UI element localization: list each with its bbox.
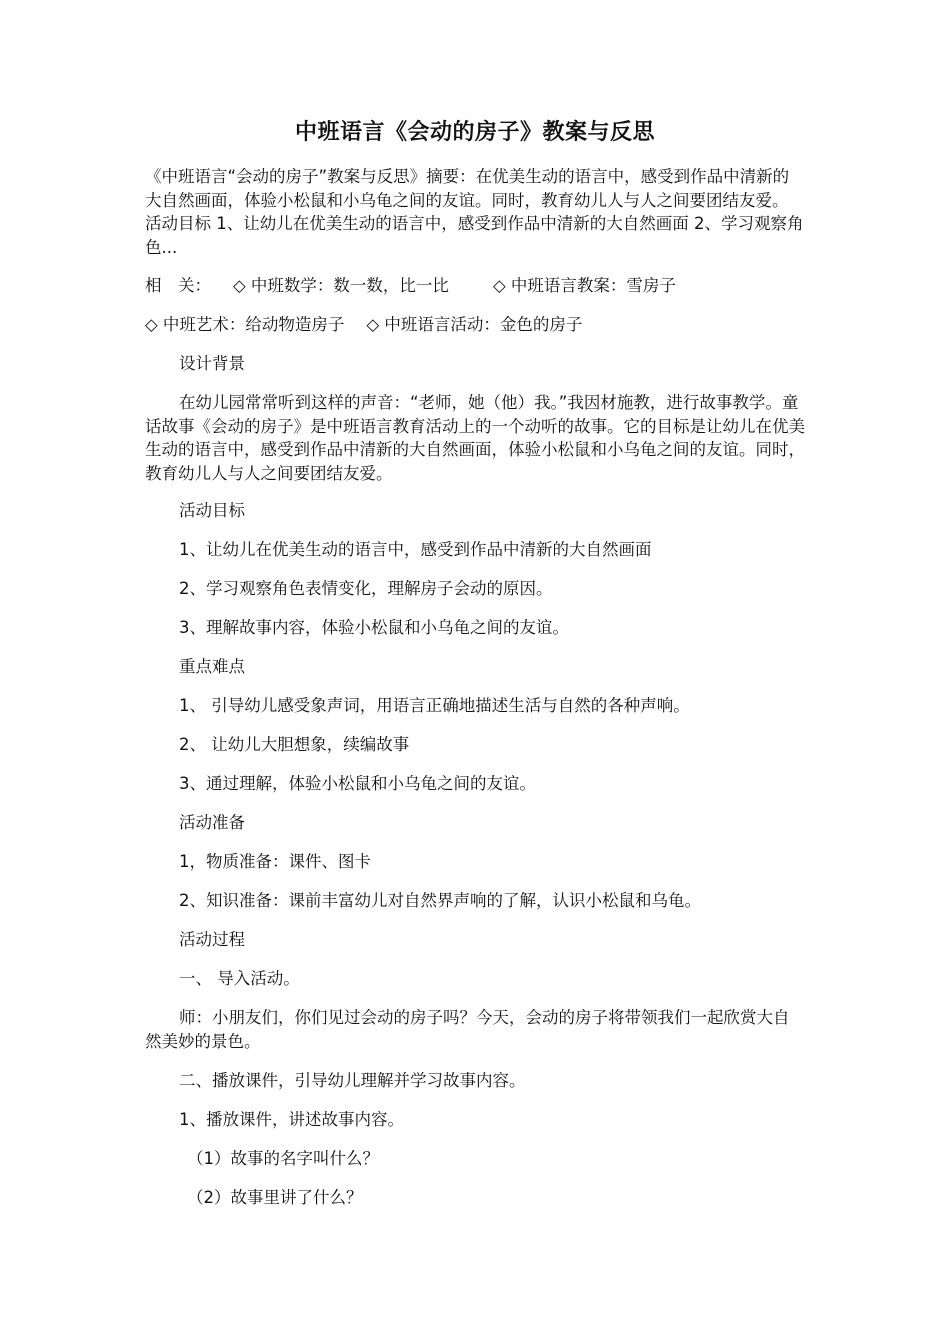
teacher-dialogue: 师：小朋友们，你们见过会动的房子吗？今天，会动的房子将带领我们一起欣赏大自然美妙的景色。 bbox=[145, 1008, 790, 1051]
process-step-1: 一、 导入活动。 bbox=[179, 969, 300, 988]
related-row-2 bbox=[145, 313, 805, 337]
related-row-1 bbox=[145, 274, 805, 298]
goal-item: 2、学习观察角色表情变化，理解房子会动的原因。 bbox=[179, 579, 553, 598]
goal-item: 3、理解故事内容，体验小松鼠和小乌龟之间的友谊。 bbox=[179, 618, 569, 637]
preparation-heading: 活动准备 bbox=[179, 813, 245, 832]
related-link-math[interactable]: ◇ 中班数学：数一数，比一比 bbox=[233, 276, 449, 295]
related-link-art[interactable]: ◇ 中班艺术：给动物造房子 bbox=[145, 315, 345, 334]
process-heading: 活动过程 bbox=[179, 930, 245, 949]
goal-item: 1、让幼儿在优美生动的语言中，感受到作品中清新的大自然画面 bbox=[179, 540, 652, 559]
related-label: 相 关： bbox=[145, 276, 211, 295]
design-background-heading: 设计背景 bbox=[179, 354, 245, 373]
key-points-heading: 重点难点 bbox=[179, 657, 245, 676]
key-point-item: 3、通过理解，体验小松鼠和小乌龟之间的友谊。 bbox=[179, 774, 536, 793]
related-link-snow-house[interactable]: ◇ 中班语言教案：雪房子 bbox=[492, 276, 676, 295]
key-point-item: 2、 让幼儿大胆想象，续编故事 bbox=[179, 735, 410, 754]
key-point-item: 1、 引导幼儿感受象声词，用语言正确地描述生活与自然的各种声响。 bbox=[179, 696, 690, 715]
question-item: （2）故事里讲了什么？ bbox=[187, 1188, 363, 1207]
goals-heading: 活动目标 bbox=[179, 501, 245, 520]
related-link-golden-house[interactable]: ◇ 中班语言活动：金色的房子 bbox=[366, 315, 583, 334]
preparation-item: 2、知识准备：课前丰富幼儿对自然界声响的了解，认识小松鼠和乌龟。 bbox=[179, 891, 701, 910]
document-title: 中班语言《会动的房子》教案与反思 bbox=[294, 120, 655, 145]
process-step-2-1: 1、播放课件，讲述故事内容。 bbox=[179, 1110, 404, 1129]
design-background-text: 在幼儿园常常听到这样的声音：“老师，她（他）我。”我因材施教，进行故事教学。童话故事《会动的房子》是中班语言教育活动上的一个动听的故事。它的目标是让幼儿在优美生动的语言中，感受到作品中清新的大自然画面，体验小松鼠和小乌龟之间的友谊。同时，教育幼儿人与人之间要团结友爱。 bbox=[145, 393, 805, 483]
document-summary: 《中班语言“会动的房子”教案与反思》摘要：在优美生动的语言中，感受到作品中清新的大自然画面，体验小松鼠和小乌龟之间的友谊。同时，教育幼儿人与人之间要团结友爱。 活动目标 1、让幼儿在优美生动的语言中，感受到作品中清新的大自然画面 2、学习观察角色... bbox=[145, 167, 804, 257]
question-item: （1）故事的名字叫什么？ bbox=[187, 1149, 379, 1168]
preparation-item: 1，物质准备：课件、图卡 bbox=[179, 852, 371, 871]
process-step-2: 二、播放课件，引导幼儿理解并学习故事内容。 bbox=[179, 1071, 526, 1090]
